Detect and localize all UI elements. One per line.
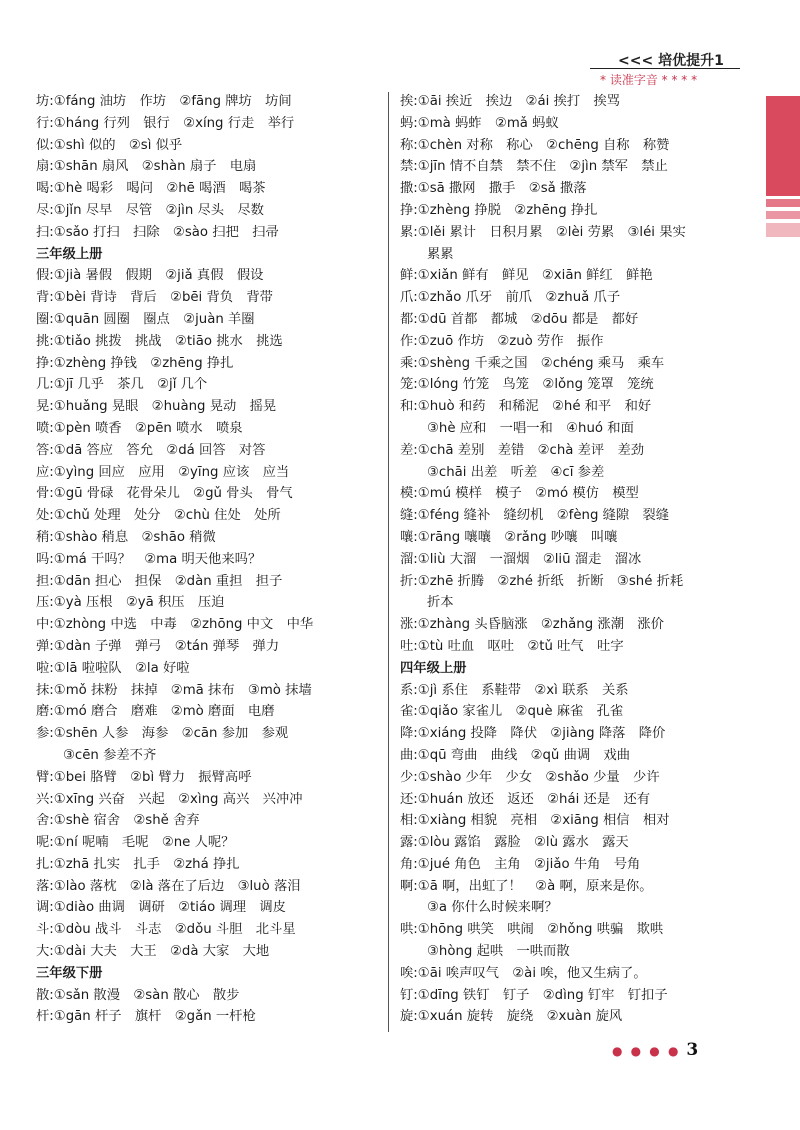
pronunciation-entry: 喷:①pèn 喷香 ②pēn 喷水 喷泉	[36, 420, 243, 436]
pronunciation-entry: 落:①lào 落枕 ②là 落在了后边 ③luò 落泪	[36, 878, 301, 894]
pronunciation-entry: 调:①diào 曲调 调研 ②tiáo 调理 调皮	[36, 900, 286, 916]
pronunciation-entry: 累:①lěi 累计 日积月累 ②lèi 劳累 ③léi 果实	[400, 224, 686, 240]
pronunciation-entry: 雀:①qiǎo 家雀儿 ②què 麻雀 孔雀	[400, 704, 624, 720]
pronunciation-entry: 大:①dài 大夫 大王 ②dà 大家 大地	[36, 944, 270, 960]
pronunciation-entry: 挑:①tiǎo 挑拨 挑战 ②tiāo 挑水 挑选	[36, 333, 283, 349]
pronunciation-entry: 笼:①lóng 竹笼 鸟笼 ②lǒng 笼罩 笼统	[400, 377, 654, 393]
right-column	[400, 91, 772, 1028]
pronunciation-entry: 担:①dān 担心 担保 ②dàn 重担 担子	[36, 573, 283, 589]
pronunciation-entry: 鲜:①xiǎn 鲜有 鲜见 ②xiān 鲜红 鲜艳	[400, 268, 653, 284]
pronunciation-entry: 禁:①jīn 情不自禁 禁不住 ②jìn 禁军 禁止	[400, 159, 668, 175]
pronunciation-entry: 假:①jià 暑假 假期 ②jiǎ 真假 假设	[36, 268, 264, 284]
page-dots: ● ● ● ●	[612, 1044, 681, 1058]
pronunciation-entry: 稍:①shào 稍息 ②shāo 稍微	[36, 529, 216, 545]
pronunciation-entry: 和:①huò 和药 和稀泥 ②hé 和平 和好	[400, 399, 652, 415]
pronunciation-entry: 挨:①āi 挨近 挨边 ②ái 挨打 挨骂	[400, 94, 621, 109]
pronunciation-entry: 挣:①zhèng 挣脱 ②zhēng 挣扎	[400, 202, 598, 218]
pronunciation-entry: 坊:①fáng 油坊 作坊 ②fāng 牌坊 坊间	[36, 94, 292, 109]
pronunciation-entry: 应:①yìng 回应 应用 ②yīng 应该 应当	[36, 464, 290, 480]
pronunciation-entry: 哄:①hōng 哄笑 哄闹 ②hǒng 哄骗 欺哄	[400, 922, 664, 938]
entry-continuation: ③hòng 起哄 一哄而散	[427, 944, 570, 960]
pronunciation-entry: 都:①dū 首都 都城 ②dōu 都是 都好	[400, 311, 639, 327]
header-subtitle: * 读准字音 * * * *	[600, 73, 698, 87]
column-divider	[388, 92, 389, 1032]
pronunciation-entry: 唉:①āi 唉声叹气 ②ài 唉，他又生病了。	[400, 965, 647, 981]
pronunciation-entry: 相:①xiàng 相貌 亮相 ②xiāng 相信 相对	[400, 813, 670, 829]
grade-section-heading: 三年级下册	[36, 965, 103, 981]
pronunciation-entry: 抹:①mǒ 抹粉 抹掉 ②mā 抹布 ③mò 抹墙	[36, 682, 312, 698]
pronunciation-entry: 中:①zhòng 中选 中毒 ②zhōng 中文 中华	[36, 617, 314, 633]
pronunciation-entry: 曲:①qū 弯曲 曲线 ②qǔ 曲调 戏曲	[400, 747, 631, 763]
pronunciation-entry: 折:①zhē 折腾 ②zhé 折纸 折断 ③shé 折耗	[400, 573, 684, 589]
pronunciation-entry: 称:①chèn 对称 称心 ②chēng 自称 称赞	[400, 137, 670, 153]
pronunciation-entry: 模:①mú 模样 模子 ②mó 模仿 模型	[400, 486, 639, 502]
pronunciation-entry: 少:①shào 少年 少女 ②shǎo 少量 少许	[400, 769, 660, 785]
pronunciation-entry: 蚂:①mà 蚂蚱 ②mǎ 蚂蚁	[400, 115, 559, 131]
pronunciation-entry: 骨:①gū 骨碌 花骨朵儿 ②gǔ 骨头 骨气	[36, 486, 293, 502]
left-column	[36, 91, 408, 1028]
page-number	[612, 1040, 698, 1060]
entry-continuation: ③hè 应和 一唱一和 ④huó 和面	[427, 420, 634, 436]
pronunciation-entry: 扎:①zhā 扎实 扎手 ②zhá 挣扎	[36, 856, 240, 872]
pronunciation-entry: 臂:①bei 胳臂 ②bì 臂力 振臂高呼	[36, 769, 252, 785]
pronunciation-entry: 杆:①gān 杆子 旗杆 ②gǎn 一杆枪	[36, 1009, 256, 1025]
grade-section-heading: 三年级上册	[36, 246, 103, 262]
pronunciation-entry: 降:①xiáng 投降 降伏 ②jiàng 降落 降价	[400, 726, 666, 742]
pronunciation-entry: 吗:①má 干吗？ ②ma 明天他来吗？	[36, 551, 262, 567]
pronunciation-entry: 角:①jué 角色 主角 ②jiǎo 牛角 号角	[400, 856, 641, 872]
entry-continuation: ③chāi 出差 听差 ④cī 参差	[427, 464, 605, 480]
pronunciation-entry: 挣:①zhèng 挣钱 ②zhēng 挣扎	[36, 355, 234, 371]
pronunciation-entry: 尽:①jǐn 尽早 尽管 ②jìn 尽头 尽数	[36, 202, 264, 218]
pronunciation-entry: 撒:①sā 撒网 撒手 ②sǎ 撒落	[400, 181, 587, 197]
entry-continuation: ③a 你什么时候来啊？	[427, 900, 558, 916]
pronunciation-entry: 兴:①xīng 兴奋 兴起 ②xìng 高兴 兴冲冲	[36, 791, 303, 807]
page-number-value: 3	[686, 1040, 699, 1060]
pronunciation-entry: 扇:①shān 扇风 ②shàn 扇子 电扇	[36, 159, 257, 175]
entry-continuation: ③cēn 参差不齐	[63, 747, 157, 763]
pronunciation-entry: 乘:①shèng 千乘之国 ②chéng 乘马 乘车	[400, 355, 665, 371]
pronunciation-entry: 吐:①tù 吐血 呕吐 ②tǔ 吐气 吐字	[400, 638, 624, 654]
pronunciation-entry: 舍:①shè 宿舍 ②shě 舍弃	[36, 813, 200, 829]
pronunciation-entry: 几:①jī 几乎 茶几 ②jǐ 几个	[36, 377, 208, 393]
pronunciation-entry: 参:①shēn 人参 海参 ②cān 参加 参观	[36, 726, 289, 742]
pronunciation-entry: 答:①dā 答应 答允 ②dá 回答 对答	[36, 442, 266, 458]
pronunciation-entry: 压:①yà 压根 ②yā 积压 压迫	[36, 595, 225, 611]
pronunciation-entry: 背:①bèi 背诗 背后 ②bēi 背负 背带	[36, 290, 273, 306]
pronunciation-entry: 缝:①féng 缝补 缝纫机 ②fèng 缝隙 裂缝	[400, 508, 670, 524]
pronunciation-entry: 差:①chā 差别 差错 ②chà 差评 差劲	[400, 442, 645, 458]
header-rule	[590, 68, 740, 69]
pronunciation-entry: 晃:①huǎng 晃眼 ②huàng 晃动 摇晃	[36, 399, 277, 415]
pronunciation-entry: 爪:①zhǎo 爪牙 前爪 ②zhuǎ 爪子	[400, 290, 621, 306]
pronunciation-entry: 旋:①xuán 旋转 旋绕 ②xuàn 旋风	[400, 1009, 623, 1025]
pronunciation-entry: 磨:①mó 磨合 磨难 ②mò 磨面 电磨	[36, 704, 275, 720]
pronunciation-entry: 弹:①dàn 子弹 弹弓 ②tán 弹琴 弹力	[36, 638, 280, 654]
pronunciation-entry: 斗:①dòu 战斗 斗志 ②dǒu 斗胆 北斗星	[36, 922, 296, 938]
pronunciation-entry: 散:①sǎn 散漫 ②sàn 散心 散步	[36, 987, 240, 1003]
pronunciation-entry: 啦:①lā 啦啦队 ②la 好啦	[36, 660, 190, 676]
entry-continuation: 累累	[427, 246, 454, 262]
pronunciation-entry: 似:①shì 似的 ②sì 似乎	[36, 137, 183, 153]
pronunciation-entry: 呢:①ní 呢喃 毛呢 ②ne 人呢？	[36, 835, 235, 851]
pronunciation-entry: 圈:①quān 圆圈 圈点 ②juàn 羊圈	[36, 311, 255, 327]
pronunciation-entry: 涨:①zhàng 头昏脑涨 ②zhǎng 涨潮 涨价	[400, 617, 664, 633]
pronunciation-entry: 露:①lòu 露馅 露脸 ②lù 露水 露天	[400, 835, 629, 851]
pronunciation-entry: 嚷:①rāng 嚷嚷 ②rǎng 吵嚷 叫嚷	[400, 529, 618, 545]
entry-continuation: 折本	[427, 595, 454, 611]
pronunciation-entry: 啊:①ā 啊，出虹了！ ②à 啊，原来是你。	[400, 878, 653, 894]
pronunciation-entry: 还:①huán 放还 返还 ②hái 还是 还有	[400, 791, 651, 807]
pronunciation-entry: 作:①zuō 作坊 ②zuò 劳作 振作	[400, 333, 604, 349]
pronunciation-entry: 钉:①dīng 铁钉 钉子 ②dìng 钉牢 钉扣子	[400, 987, 668, 1003]
pronunciation-entry: 行:①háng 行列 银行 ②xíng 行走 举行	[36, 115, 295, 131]
grade-section-heading: 四年级上册	[400, 660, 467, 676]
pronunciation-entry: 处:①chǔ 处理 处分 ②chù 住处 处所	[36, 508, 281, 524]
pronunciation-entry: 系:①jì 系住 系鞋带 ②xì 联系 关系	[400, 682, 629, 698]
header-title: <<< 培优提升1	[618, 53, 724, 69]
pronunciation-entry: 扫:①sǎo 打扫 扫除 ②sào 扫把 扫帚	[36, 224, 279, 240]
pronunciation-entry: 喝:①hè 喝彩 喝问 ②hē 喝酒 喝茶	[36, 181, 266, 197]
pronunciation-entry: 溜:①liù 大溜 一溜烟 ②liū 溜走 溜冰	[400, 551, 642, 567]
